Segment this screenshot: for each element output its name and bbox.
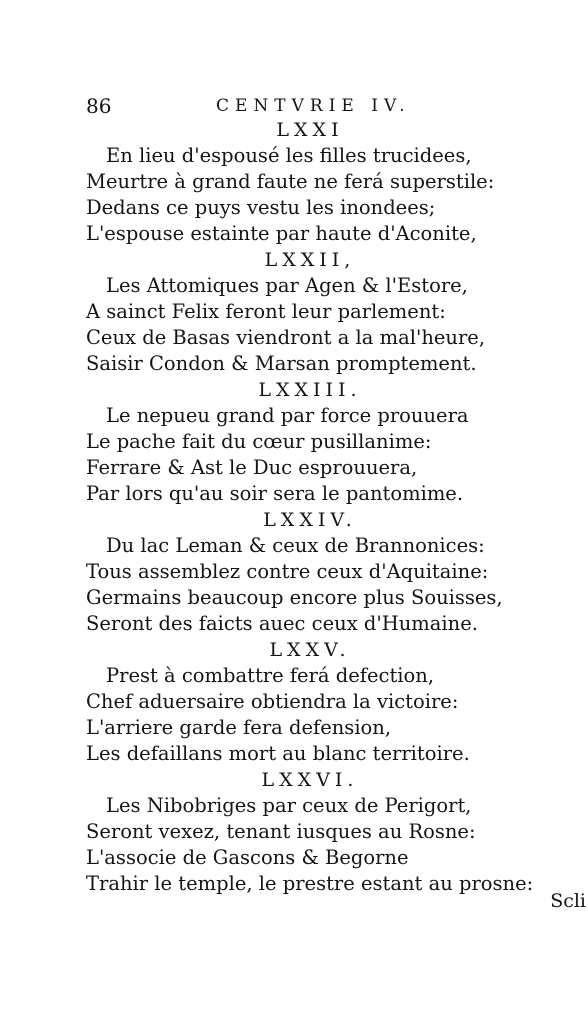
page-number: 86 bbox=[86, 94, 112, 118]
verse-line: L'espouse estainte par haute d'Aconite, bbox=[86, 222, 477, 245]
verse-line: Trahir le temple, le prestre estant au prosne: bbox=[86, 872, 534, 895]
verse-line: Du lac Leman & ceux de Brannonices: bbox=[106, 534, 485, 557]
quatrain bbox=[80, 767, 534, 897]
quatrain-number: LXXI bbox=[276, 119, 344, 141]
verse-line: Seront des faicts auec ceux d'Humaine. bbox=[86, 612, 478, 635]
verse-line: Meurtre à grand faute ne ferá superstile: bbox=[86, 170, 495, 193]
quatrain bbox=[80, 117, 520, 247]
quatrain bbox=[80, 247, 520, 377]
verse-line: Tous assemblez contre ceux d'Aquitaine: bbox=[86, 560, 489, 583]
verse-line: Chef aduersaire obtiendra la victoire: bbox=[86, 690, 459, 713]
quatrain-number: LXXV. bbox=[269, 639, 351, 661]
verse-line: En lieu d'espousé les filles trucidees, bbox=[106, 144, 472, 167]
catchword: Scli bbox=[550, 890, 586, 912]
verse-line: Seront vexez, tenant iusques au Rosne: bbox=[86, 820, 476, 843]
verse-line: Ferrare & Ast le Duc esprouuera, bbox=[86, 456, 418, 479]
verse-line: Les Attomiques par Agen & l'Estore, bbox=[106, 274, 468, 297]
verse-line: Les Nibobriges par ceux de Perigort, bbox=[106, 794, 472, 817]
quatrain bbox=[80, 637, 520, 767]
verse-line: Le nepueu grand par force prouuera bbox=[106, 404, 469, 427]
verse-line: Prest à combattre ferá defection, bbox=[106, 664, 435, 687]
quatrain-number: LXXII, bbox=[264, 249, 356, 271]
verse-line: Les defaillans mort au blanc territoire. bbox=[86, 742, 470, 765]
verse-line: A sainct Felix feront leur parlement: bbox=[86, 300, 446, 323]
quatrain-number: LXXIV. bbox=[263, 509, 357, 531]
verse-line: Le pache fait du cœur pusillanime: bbox=[86, 430, 432, 453]
verse-line: Saisir Condon & Marsan promptement. bbox=[86, 352, 477, 375]
quatrain-text-block bbox=[80, 117, 534, 897]
verse-line: Ceux de Basas viendront a la mal'heure, bbox=[86, 326, 486, 349]
page-title: CENTVRIE IV. bbox=[216, 96, 411, 116]
verse-line: Dedans ce puys vestu les inondees; bbox=[86, 196, 436, 219]
verse-line: Par lors qu'au soir sera le pantomime. bbox=[86, 482, 464, 505]
verse-line: L'associe de Gascons & Begorne bbox=[86, 846, 409, 869]
running-head bbox=[86, 93, 516, 119]
quatrain bbox=[80, 377, 520, 507]
quatrain bbox=[80, 507, 520, 637]
verse-line: Germains beaucoup encore plus Souisses, bbox=[86, 586, 503, 609]
quatrain-number: LXXIII. bbox=[258, 379, 362, 401]
quatrain-number: LXXVI. bbox=[261, 769, 359, 791]
verse-line: L'arriere garde fera defension, bbox=[86, 716, 392, 739]
